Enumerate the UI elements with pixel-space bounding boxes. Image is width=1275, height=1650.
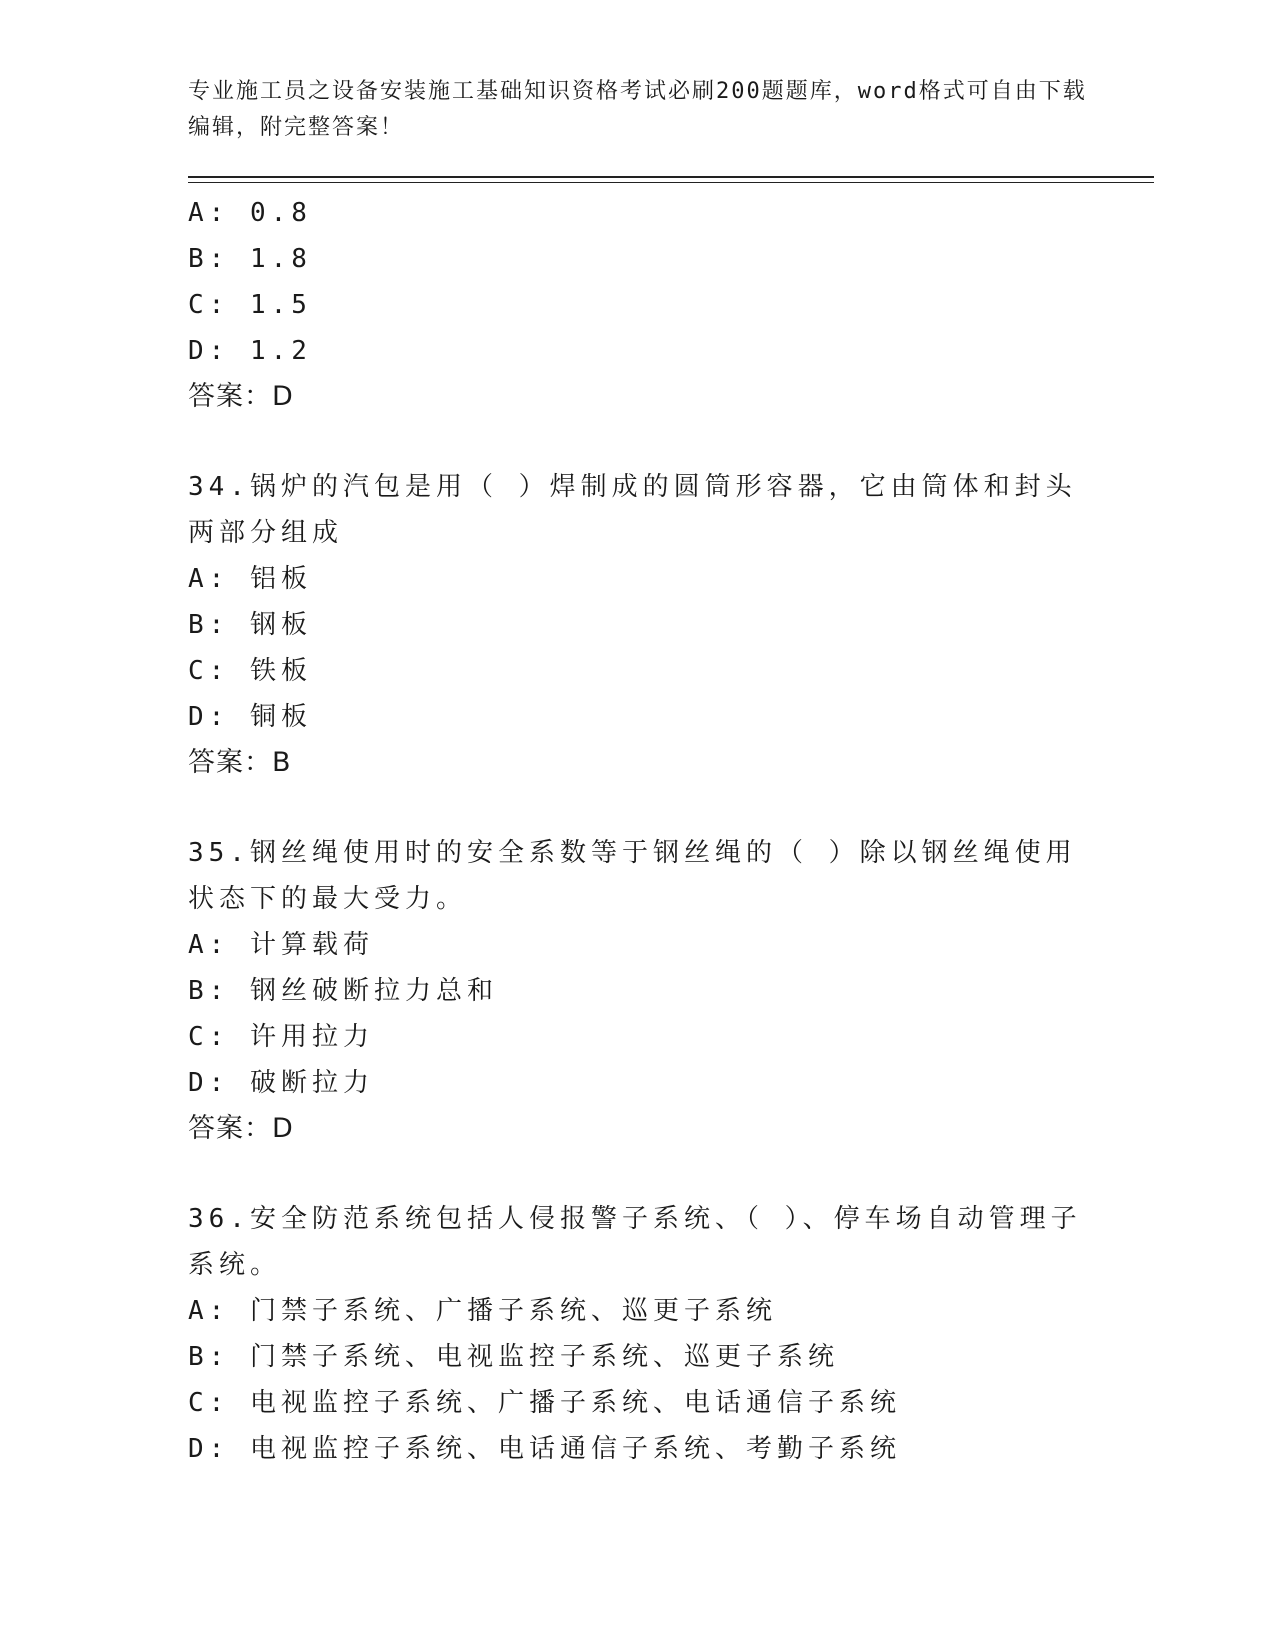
- option-d: D: 1.2: [188, 336, 312, 366]
- question-list: [188, 190, 1088, 1472]
- option-d: D: 铜板: [188, 702, 312, 732]
- option-c: C: 铁板: [188, 656, 312, 686]
- question-text: 34.锅炉的汽包是用（ ）焊制成的圆筒形容器，它由筒体和封头两部分组成: [188, 472, 1077, 548]
- option-a: A: 铝板: [188, 564, 312, 594]
- option-c: C: 电视监控子系统、广播子系统、电话通信子系统: [188, 1388, 901, 1418]
- question-text: 35.钢丝绳使用时的安全系数等于钢丝绳的（ ）除以钢丝绳使用状态下的最大受力。: [188, 838, 1077, 914]
- question-block: [188, 1196, 1088, 1472]
- question-block: [188, 464, 1088, 786]
- answer-line: 答案：D: [188, 381, 294, 412]
- option-b: B: 钢板: [188, 610, 312, 640]
- question-text: 36.安全防范系统包括人侵报警子系统、（ ）、停车场自动管理子系统。: [188, 1204, 1082, 1280]
- option-c: C: 1.5: [188, 290, 312, 320]
- header-divider-thin: [188, 182, 1154, 183]
- option-b: B: 门禁子系统、电视监控子系统、巡更子系统: [188, 1342, 839, 1372]
- option-d: D: 电视监控子系统、电话通信子系统、考勤子系统: [188, 1434, 901, 1464]
- option-d: D: 破断拉力: [188, 1068, 374, 1098]
- question-block-partial: [188, 190, 1088, 420]
- option-b: B: 钢丝破断拉力总和: [188, 976, 498, 1006]
- question-block: [188, 830, 1088, 1152]
- option-a: A: 门禁子系统、广播子系统、巡更子系统: [188, 1296, 777, 1326]
- answer-line: 答案：B: [188, 747, 292, 778]
- document-header: 专业施工员之设备安装施工基础知识资格考试必刷200题题库，word格式可自由下载编辑，附完整答案！: [188, 79, 1087, 140]
- option-b: B: 1.8: [188, 244, 312, 274]
- option-a: A: 计算载荷: [188, 930, 374, 960]
- header-divider-thick: [188, 176, 1154, 178]
- option-a: A: 0.8: [188, 198, 312, 228]
- option-c: C: 许用拉力: [188, 1022, 374, 1052]
- answer-line: 答案：D: [188, 1113, 294, 1144]
